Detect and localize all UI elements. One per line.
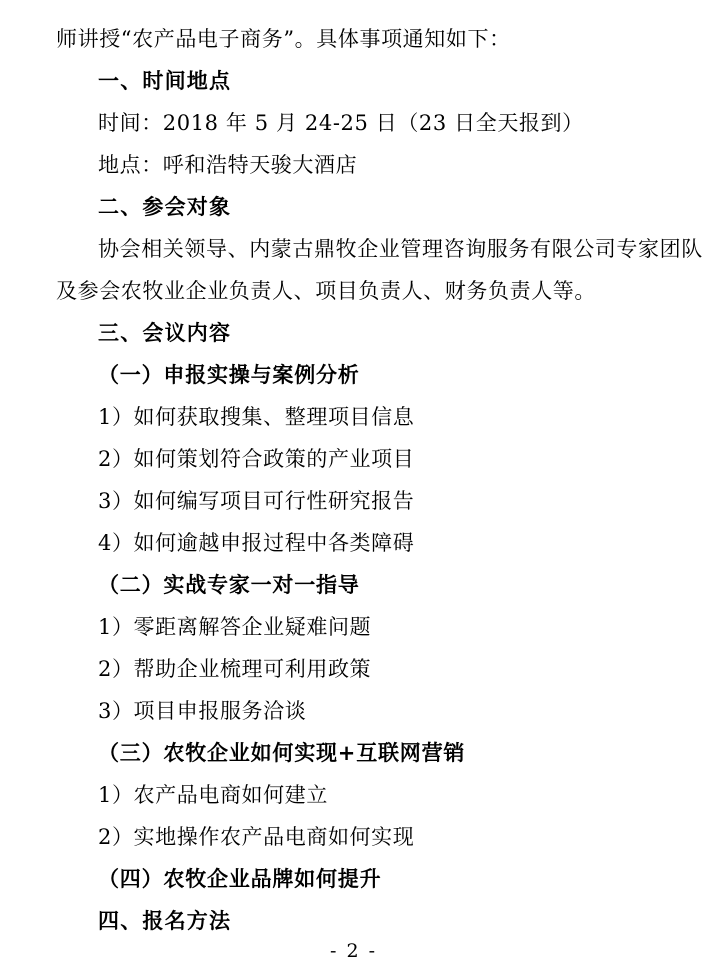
section-heading: （一）申报实操与案例分析 — [98, 363, 360, 387]
section-heading: （三）农牧企业如何实现+互联网营销 — [98, 741, 466, 765]
document-body — [56, 18, 703, 942]
section-heading: 二、参会对象 — [98, 195, 232, 219]
page-number: - 2 - — [329, 940, 377, 962]
section-heading: （二）实战专家一对一指导 — [98, 573, 360, 597]
paragraph-line: 2）如何策划符合政策的产业项目 — [98, 447, 415, 471]
section-heading: 三、会议内容 — [98, 321, 232, 345]
paragraph-line: 2）实地操作农产品电商如何实现 — [98, 825, 415, 849]
section-heading: 一、时间地点 — [98, 69, 232, 93]
paragraph-line: 2）帮助企业梳理可利用政策 — [98, 657, 372, 681]
paragraph-line: 时间：2018 年 5 月 24-25 日（23 日全天报到） — [98, 111, 584, 135]
paragraph-line: 4）如何逾越申报过程中各类障碍 — [98, 531, 415, 555]
paragraph-line: 1）如何获取搜集、整理项目信息 — [98, 405, 415, 429]
paragraph-line: 3）如何编写项目可行性研究报告 — [98, 489, 415, 513]
paragraph-line: 1）零距离解答企业疑难问题 — [98, 615, 372, 639]
paragraph-line: 3）项目申报服务洽谈 — [98, 699, 307, 723]
paragraph-line: 1）农产品电商如何建立 — [98, 783, 328, 807]
section-heading: （四）农牧企业品牌如何提升 — [98, 867, 382, 891]
paragraph-line: 协会相关领导、内蒙古鼎牧企业管理咨询服务有限公司专家团队 — [98, 237, 703, 261]
paragraph-line: 地点：呼和浩特天骏大酒店 — [98, 153, 358, 177]
paragraph-line: 及参会农牧业企业负责人、项目负责人、财务负责人等。 — [56, 279, 596, 303]
paragraph-line: 师讲授“农产品电子商务”。具体事项通知如下： — [56, 27, 511, 51]
section-heading: 四、报名方法 — [98, 909, 232, 933]
